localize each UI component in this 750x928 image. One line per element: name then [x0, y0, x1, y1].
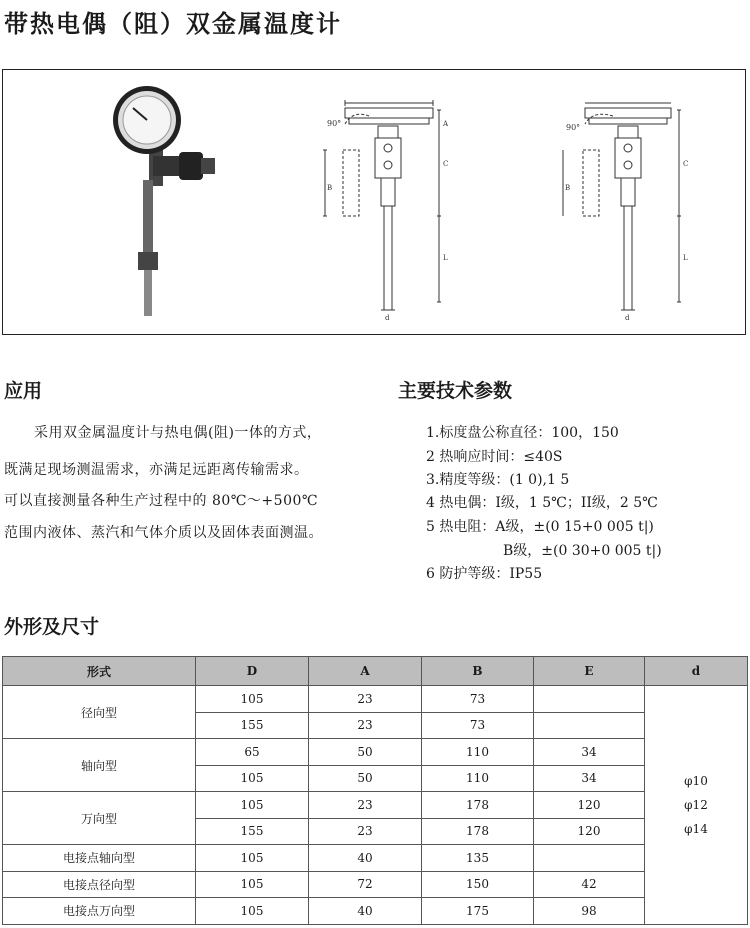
table-cell: 105: [196, 871, 309, 898]
table-cell: 178: [422, 818, 534, 845]
dim-label-a1: A: [443, 120, 449, 128]
spec-line-7: 6 防护等级：IP55: [426, 566, 543, 582]
type-cell: 电接点万向型: [3, 898, 196, 925]
col-header-b: B: [422, 657, 534, 686]
diameter-value: φ10: [684, 773, 708, 788]
table-cell: 50: [309, 765, 422, 792]
type-cell: 径向型: [3, 686, 196, 739]
diameter-cell: [645, 686, 748, 925]
table-cell: 23: [309, 712, 422, 739]
table-cell: 65: [196, 739, 309, 766]
table-cell: 23: [309, 686, 422, 713]
table-cell: [534, 686, 645, 713]
dim-label-l1: L: [443, 254, 448, 262]
col-header-d: D: [196, 657, 309, 686]
table-cell: 73: [422, 712, 534, 739]
table-cell: [534, 845, 645, 872]
application-line-3: 可以直接测量各种生产过程中的 80℃～+500℃: [4, 493, 319, 509]
table-cell: 105: [196, 792, 309, 819]
table-cell: 23: [309, 818, 422, 845]
application-line-1: 采用双金属温度计与热电偶(阻)一体的方式，: [34, 425, 322, 441]
table-cell: 105: [196, 686, 309, 713]
spec-line-5: 5 热电阻：A级，±(0 15+0 005 t|): [426, 519, 654, 535]
table-cell: 98: [534, 898, 645, 925]
table-row: [3, 739, 748, 766]
table-cell: 42: [534, 871, 645, 898]
type-cell: 电接点轴向型: [3, 845, 196, 872]
product-figure: [2, 69, 746, 335]
table-cell: 110: [422, 739, 534, 766]
angle-label-2: 90°: [566, 123, 581, 132]
table-cell: 105: [196, 898, 309, 925]
dimensions-table: [2, 656, 748, 925]
type-cell: 电接点径向型: [3, 871, 196, 898]
table-cell: 40: [309, 898, 422, 925]
application-line-2: 既满足现场测温需求，亦满足远距离传输需求。: [4, 462, 309, 478]
dim-label-c2: C: [683, 160, 689, 168]
dim-label-l2: L: [683, 254, 688, 262]
table-cell: 72: [309, 871, 422, 898]
table-cell: 175: [422, 898, 534, 925]
table-cell: 110: [422, 765, 534, 792]
table-cell: 155: [196, 712, 309, 739]
table-cell: [534, 712, 645, 739]
spec-line-1: 1.标度盘公称直径：100，150: [426, 425, 619, 441]
table-cell: 105: [196, 765, 309, 792]
page-title: 带热电偶（阻）双金属温度计: [4, 10, 342, 38]
table-row: [3, 898, 748, 925]
table-cell: 34: [534, 765, 645, 792]
dimension-drawing-universal: [563, 103, 681, 310]
table-cell: 155: [196, 818, 309, 845]
dim-label-d2: d: [625, 314, 630, 322]
diameter-value: φ14: [684, 821, 708, 836]
table-cell: 50: [309, 739, 422, 766]
dimensions-heading: 外形及尺寸: [4, 616, 100, 638]
thermometer-photo: [113, 86, 215, 316]
table-cell: 34: [534, 739, 645, 766]
table-row: [3, 792, 748, 819]
col-header-type: 形式: [3, 657, 196, 686]
table-cell: 40: [309, 845, 422, 872]
col-header-a: A: [309, 657, 422, 686]
product-illustration: [3, 70, 745, 334]
table-row: [3, 845, 748, 872]
spec-line-6: B级，±(0 30+0 005 t|): [503, 543, 662, 559]
type-cell: 万向型: [3, 792, 196, 845]
spec-line-3: 3.精度等级：(1 0),1 5: [426, 472, 570, 488]
diameter-value: φ12: [684, 797, 708, 812]
table-cell: 150: [422, 871, 534, 898]
table-row: [3, 686, 748, 713]
table-row: [3, 871, 748, 898]
table-cell: 178: [422, 792, 534, 819]
type-cell: 轴向型: [3, 739, 196, 792]
table-cell: 135: [422, 845, 534, 872]
angle-label-1: 90°: [327, 119, 342, 128]
spec-line-2: 2 热响应时间：≤40S: [426, 449, 563, 465]
table-cell: 73: [422, 686, 534, 713]
table-header-row: [3, 657, 748, 686]
dim-label-b1: B: [327, 184, 333, 192]
spec-line-4: 4 热电偶：I级，1 5℃；II级，2 5℃: [426, 495, 658, 511]
table-cell: 23: [309, 792, 422, 819]
application-line-4: 范围内液体、蒸汽和气体介质以及固体表面测温。: [4, 525, 323, 541]
table-cell: 120: [534, 792, 645, 819]
application-heading: 应用: [4, 380, 43, 402]
dimension-drawing-radial: [323, 100, 441, 310]
dim-label-d1: d: [385, 314, 390, 322]
col-header-e: E: [534, 657, 645, 686]
specs-heading: 主要技术参数: [398, 380, 513, 402]
table-cell: 120: [534, 818, 645, 845]
table-cell: 105: [196, 845, 309, 872]
dim-label-b2: B: [565, 184, 571, 192]
dim-label-c1: C: [443, 160, 449, 168]
col-header-dia: d: [645, 657, 748, 686]
